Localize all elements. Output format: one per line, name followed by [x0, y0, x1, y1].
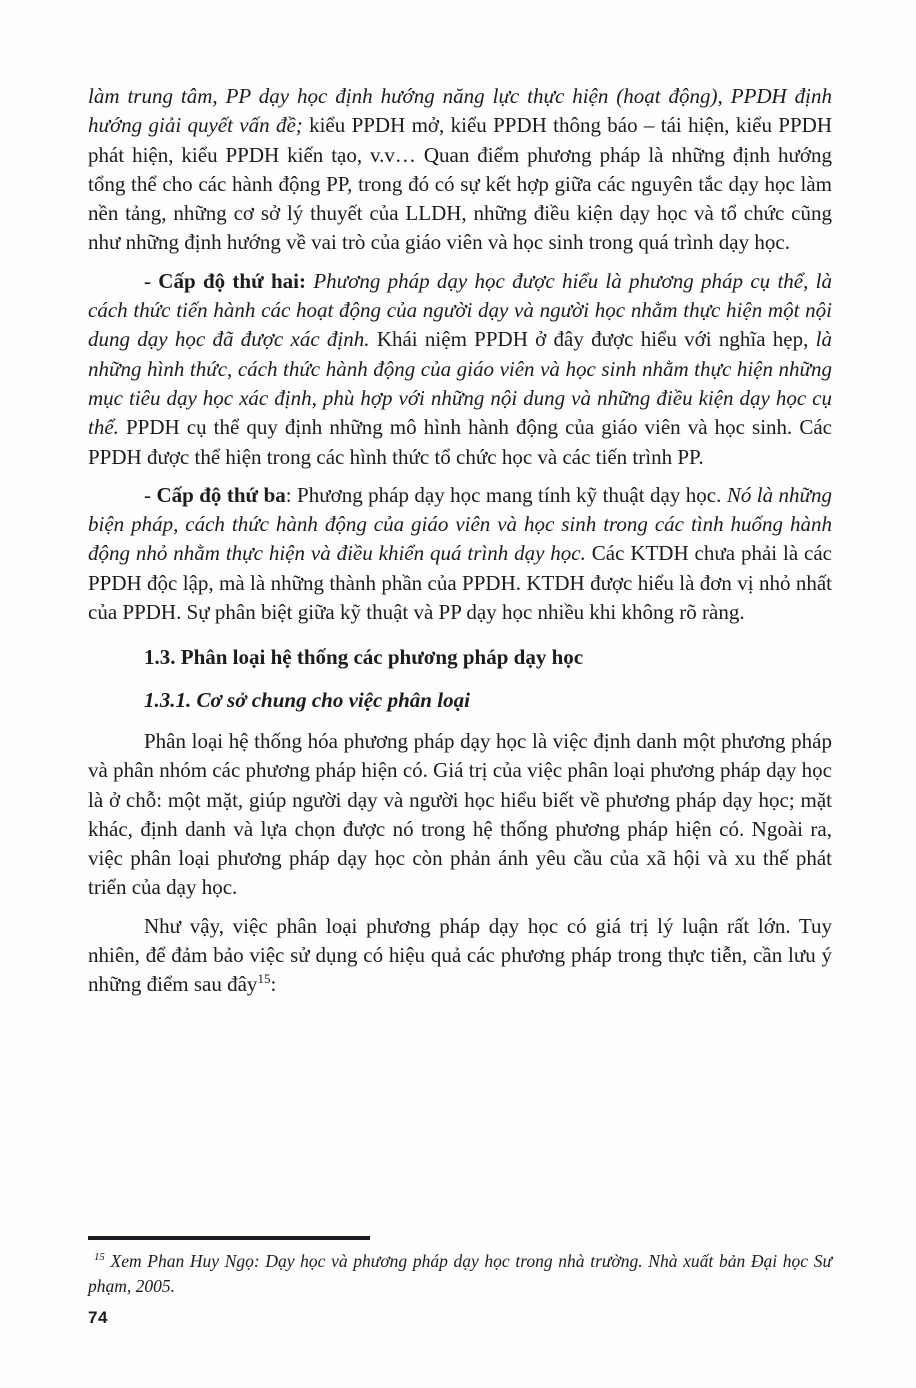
text-run: làm trung tâm, PP dạy học định hướng năng lực thực hiện (hoạt động), PPDH định hướng giải quyết vấn đề; [88, 84, 832, 138]
text-run: Như vậy, việc phân loại phương pháp dạy học có giá trị lý luận rất lớn. Tuy nhiên, để đảm bảo việc sử dụng có hiệu quả các phương pháp trong thực tiễn, cần lưu ý những điểm sau đây [88, 913, 832, 997]
text-run: Phương pháp dạy học được hiểu là phương pháp cụ thể, là cách thức tiến hành các hoạt động của người dạy và người học nhằm thực hiện một nội dung dạy học đã được xác định. [88, 268, 832, 352]
paragraph-level-three [88, 481, 832, 627]
paragraph-conclusion [88, 912, 832, 1000]
text-run: Các KTDH chưa phải là các PPDH độc lập, mà là những thành phần của PPDH. KTDH được hiểu là đơn vị nhỏ nhất của PPDH. Sự phân biệt giữa kỹ thuật và PP dạy học nhiều khi không rõ ràng. [88, 541, 832, 625]
section-heading [88, 643, 832, 672]
text-run: Cấp độ thứ hai: [158, 268, 314, 293]
footnote-divider [88, 1236, 370, 1240]
paragraph-classification [88, 727, 832, 903]
text-run: là những hình thức, cách thức hành động của giáo viên và học sinh nhằm thực hiện những mục tiêu dạy học xác định, phù hợp với những nội dung và những điều kiện dạy học cụ thể. [88, 327, 832, 440]
text-run: : [270, 972, 277, 997]
text-run: Cấp độ thứ ba [156, 482, 286, 507]
paragraph-continuation [88, 82, 832, 258]
text-run: - [144, 268, 159, 293]
footnote-text [88, 1249, 832, 1299]
text-run: 1.3.1. Cơ sở chung cho việc phân loại [144, 687, 470, 712]
text-run: : Phương pháp dạy học mang tính kỹ thuật dạy học. [285, 482, 727, 507]
text-run: 1.3. Phân loại hệ thống các phương pháp dạy học [144, 645, 584, 670]
paragraph-level-two [88, 267, 832, 472]
page-number: 74 [88, 1308, 108, 1327]
text-run: Khái niệm PPDH ở đây được hiểu với nghĩa hẹp, [376, 327, 816, 352]
text-run: Xem Phan Huy Ngọ: Dạy học và phương pháp dạy học trong nhà trường. Nhà xuất bản Đại học Sư phạm, 2005. [88, 1251, 832, 1296]
text-run: Phân loại hệ thống hóa phương pháp dạy học là việc định danh một phương pháp và phân nhóm các phương pháp hiện có. Giá trị của việc phân loại phương pháp dạy học là ở chỗ: một mặt, giúp người dạy và người học hiểu biết về phương pháp dạy học; mặt khác, định danh và lựa chọn được nó trong hệ thống phương pháp hiện có. Ngoài ra, việc phân loại phương pháp dạy học còn phản ánh yêu cầu của xã hội và xu thế phát triển của dạy học. [88, 728, 832, 900]
text-run: kiểu PPDH mở, kiểu PPDH thông báo – tái hiện, kiểu PPDH phát hiện, kiểu PPDH kiến tạo, v.v… Quan điểm phương pháp là những định hướng tổng thể cho các hành động PP, trong đó có sự kết hợp giữa các nguyên tắc dạy học làm nền tảng, những cơ sở lý thuyết của LLDH, những điều kiện dạy học và tổ chức cũng như những định hướng về vai trò của giáo viên và học sinh trong quá trình dạy học. [88, 113, 832, 255]
text-run: Nó là những biện pháp, cách thức hành động của giáo viên và học sinh trong các tình huống hành động nhỏ nhằm thực hiện và điều khiển quá trình dạy học. [88, 482, 832, 566]
text-run: 15 [94, 1251, 105, 1264]
text-run: 15 [257, 971, 271, 987]
footnote-entry [88, 1249, 832, 1299]
footnote-area [88, 1236, 832, 1299]
text-run: PPDH cụ thể quy định những mô hình hành động của giáo viên và học sinh. Các PPDH được thể hiện trong các hình thức tổ chức học và các tiến trình PP. [88, 415, 833, 469]
text-run: - [144, 482, 157, 507]
subsection-heading [88, 686, 832, 715]
page-body-text [88, 82, 832, 1000]
